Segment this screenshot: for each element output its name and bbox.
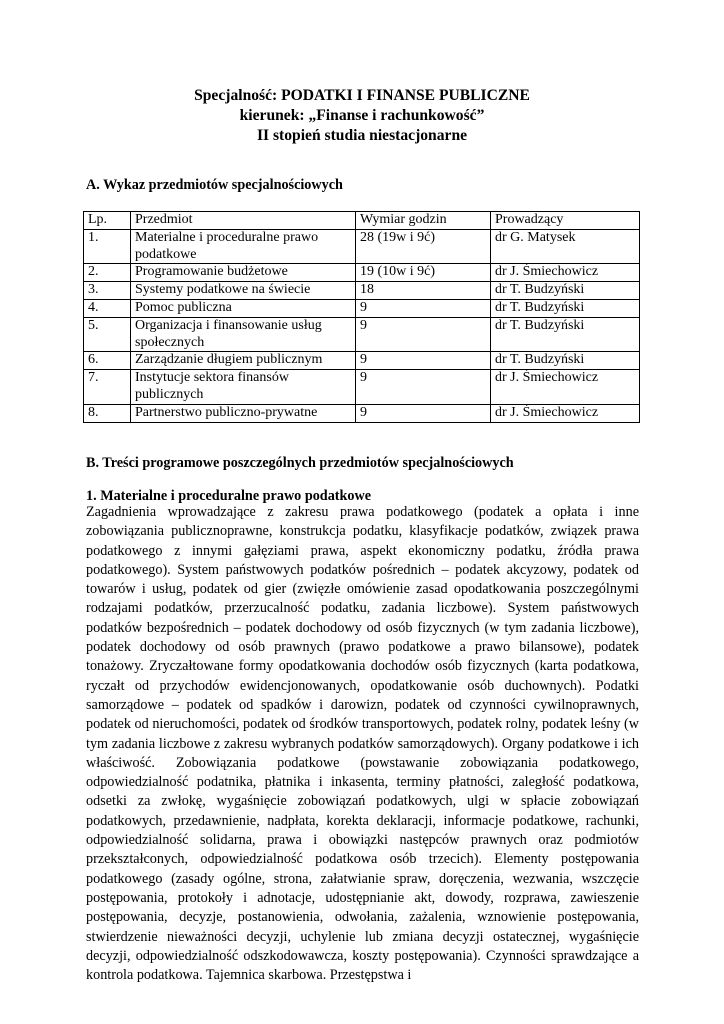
column-header-lp: Lp.	[84, 212, 131, 230]
cell-lecturer: dr T. Budzyński	[491, 352, 640, 370]
section-b-heading: B. Treści programowe poszczególnych przedmiotów specjalnościowych	[86, 455, 514, 471]
subjects-table	[83, 211, 640, 423]
cell-lecturer: dr J. Śmiechowicz	[491, 404, 640, 422]
table-row	[84, 299, 640, 317]
cell-hours: 9	[356, 299, 491, 317]
cell-lp: 5.	[84, 317, 131, 352]
cell-hours: 28 (19w i 9ć)	[356, 229, 491, 264]
cell-hours: 19 (10w i 9ć)	[356, 264, 491, 282]
table-row	[84, 264, 640, 282]
table-row	[84, 229, 640, 264]
subject-1-description: Zagadnienia wprowadzające z zakresu prawa podatkowego (podatek a opłata i inne zobowiązania publicznoprawne, konstrukcja podatku, klasyfikacje podatków, związek prawa podatkowego z innymi gałęziami prawa, aspekt ekonomiczny podatku, źródła prawa podatkowego). System państwowych podatków pośrednich – podatek akcyzowy, podatek od towarów i usług, podatek od gier (zwięzłe omówienie zasad opodatkowania poszczególnymi rodzajami podatków, przerzucalność podatku, zadania liczbowe). System państwowych podatków bezpośrednich – podatek dochodowy od osób fizycznych (w tym zadania liczbowe), podatek dochodowy od osób prawnych (prawo podatkowe a prawo bilansowe), podatek tonażowy. Zryczałtowane formy opodatkowania dochodów osób fizycznych (karta podatkowa, ryczałt od przychodów ewidencjonowanych, opodatkowanie osób duchownych). Podatki samorządowe – podatek od spadków i darowizn, podatek od czynności cywilnoprawnych, podatek od nieruchomości, podatek od środków transportowych, podatek rolny, podatek leśny (w tym zadania liczbowe z zakresu wybranych podatków samorządowych). Organy podatkowe i ich właściwość. Zobowiązania podatkowe (powstawanie zobowiązania podatkowego, odpowiedzialność podatnika, płatnika i inkasenta, terminy płatności, zaległość podatkowa, odsetki za zwłokę, wygaśnięcie zobowiązań podatkowych, ulgi w spłacie zobowiązań podatkowych, przedawnienie, nadpłata, korekta deklaracji, informacje podatkowe, rachunki, odpowiedzialność solidarna, prawa i obowiązki następców prawnych oraz podmiotów przekształconych, odpowiedzialność podatkowa osób trzecich). Elementy postępowania podatkowego (zasady ogólne, strona, załatwianie spraw, doręczenia, wezwania, wszczęcie postępowania, protokoły i adnotacje, udostępnianie akt, dowody, rozprawa, zawieszenie postępowania, decyzje, postanowienia, odwołania, zażalenia, wznowienie postępowania, stwierdzenie nieważności decyzji, uchylenie lub zmiana decyzji ostatecznej, wygaśnięcie decyzji, odpowiedzialność odszkodowawcza, koszty postępowania). Czynności sprawdzające a kontrola podatkowa. Tajemnica skarbowa. Przestępstwa i	[86, 504, 639, 984]
cell-hours: 9	[356, 317, 491, 352]
cell-hours: 18	[356, 282, 491, 300]
cell-lecturer: dr T. Budzyński	[491, 299, 640, 317]
cell-lp: 3.	[84, 282, 131, 300]
title-specialization: Specjalność: PODATKI I FINANSE PUBLICZNE	[194, 87, 530, 104]
title-field-of-study: kierunek: „Finanse i rachunkowość”	[239, 107, 485, 124]
cell-lp: 8.	[84, 404, 131, 422]
cell-lecturer: dr T. Budzyński	[491, 282, 640, 300]
cell-subject: Pomoc publiczna	[131, 299, 356, 317]
cell-lp: 6.	[84, 352, 131, 370]
cell-subject: Partnerstwo publiczno-prywatne	[131, 404, 356, 422]
table-row	[84, 352, 640, 370]
table-row	[84, 404, 640, 422]
cell-subject: Materialne i proceduralne prawo podatkowe	[131, 229, 356, 264]
document-title	[0, 86, 724, 146]
title-study-level: II stopień studia niestacjonarne	[256, 127, 468, 144]
cell-lecturer: dr J. Śmiechowicz	[491, 264, 640, 282]
cell-lecturer: dr G. Matysek	[491, 229, 640, 264]
cell-lecturer: dr J. Śmiechowicz	[491, 370, 640, 405]
cell-hours: 9	[356, 352, 491, 370]
cell-lp: 4.	[84, 299, 131, 317]
cell-subject: Organizacja i finansowanie usług społecznych	[131, 317, 356, 352]
column-header-subject: Przedmiot	[131, 212, 356, 230]
cell-subject: Systemy podatkowe na świecie	[131, 282, 356, 300]
subject-1-heading: 1. Materialne i proceduralne prawo podatkowe	[86, 488, 372, 504]
section-a-heading: A. Wykaz przedmiotów specjalnościowych	[86, 177, 343, 193]
cell-subject: Programowanie budżetowe	[131, 264, 356, 282]
cell-lp: 7.	[84, 370, 131, 405]
table-row	[84, 370, 640, 405]
cell-subject: Instytucje sektora finansów publicznych	[131, 370, 356, 405]
column-header-lecturer: Prowadzący	[491, 212, 640, 230]
cell-hours: 9	[356, 370, 491, 405]
table-header-row	[84, 212, 640, 230]
table-row	[84, 282, 640, 300]
cell-lp: 2.	[84, 264, 131, 282]
table-row	[84, 317, 640, 352]
cell-subject: Zarządzanie długiem publicznym	[131, 352, 356, 370]
column-header-hours: Wymiar godzin	[356, 212, 491, 230]
cell-lp: 1.	[84, 229, 131, 264]
cell-hours: 9	[356, 404, 491, 422]
cell-lecturer: dr T. Budzyński	[491, 317, 640, 352]
